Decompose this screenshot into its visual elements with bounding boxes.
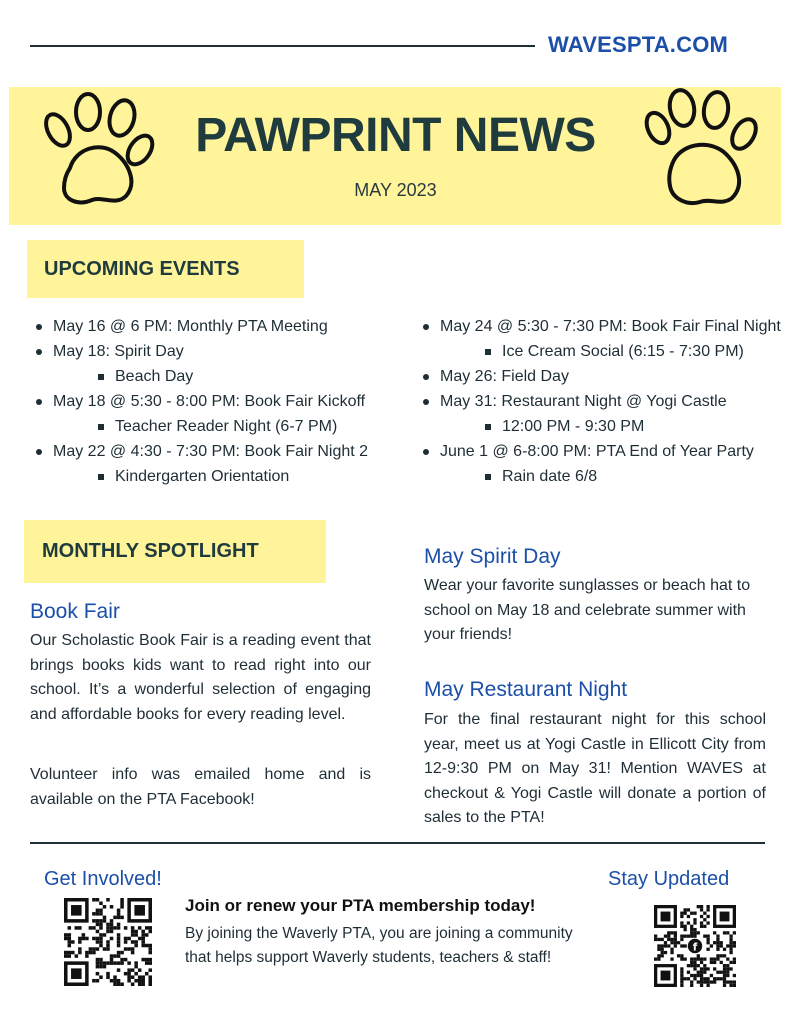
get-involved-heading: Get Involved! <box>44 868 162 890</box>
book-fair-paragraph: Our Scholastic Book Fair is a reading event that brings books kids want to read right into our school. It’s a wonderful selection of engaging and affordable books for every reading level. <box>30 632 371 723</box>
newsletter-title: PAWPRINT NEWS <box>195 109 596 162</box>
qr-code-facebook-icon[interactable] <box>654 905 736 987</box>
events-list-right <box>420 314 790 489</box>
restaurant-night-title: May Restaurant Night <box>424 678 628 701</box>
restaurant-night-paragraph: For the final restaurant night for this school year, meet us at Yogi Castle in Ellicott City from 12-9:30 PM on May 31! Mention WAVES at checkout & Yogi Castle will donate a portion of sales to the PTA! <box>424 711 766 826</box>
event-sub-item: Ice Cream Social (6:15 - 7:30 PM) <box>482 339 790 364</box>
event-sub-item: 12:00 PM - 9:30 PM <box>482 414 790 439</box>
spirit-day-paragraph: Wear your favorite sunglasses or beach hat to school on May 18 and celebrate summer with your friends! <box>424 577 751 643</box>
svg-text:f: f <box>692 941 698 954</box>
upcoming-events-heading: UPCOMING EVENTS <box>44 258 240 280</box>
event-sub-item: Kindergarten Orientation <box>95 464 413 489</box>
membership-body: By joining the Waverly PTA, you are joining a community that helps support Waverly students, teachers & staff! <box>185 925 573 966</box>
event-sub-item: Teacher Reader Night (6-7 PM) <box>95 414 413 439</box>
book-fair-title: Book Fair <box>30 600 120 623</box>
event-item: May 22 @ 4:30 - 7:30 PM: Book Fair Night 2 <box>33 439 413 464</box>
spirit-day-title: May Spirit Day <box>424 545 561 568</box>
event-item: May 18 @ 5:30 - 8:00 PM: Book Fair Kickoff <box>33 389 413 414</box>
event-item: May 18: Spirit Day <box>33 339 413 364</box>
events-list-left <box>33 314 413 489</box>
site-url[interactable]: WAVESPTA.COM <box>548 32 729 57</box>
header-rule <box>30 45 535 47</box>
event-sub-item: Beach Day <box>95 364 413 389</box>
event-item: May 26: Field Day <box>420 364 790 389</box>
event-item: May 16 @ 6 PM: Monthly PTA Meeting <box>33 314 413 339</box>
newsletter-date: MAY 2023 <box>354 180 437 200</box>
footer-rule <box>30 842 765 844</box>
book-fair-volunteer-paragraph: Volunteer info was emailed home and is available on the PTA Facebook! <box>30 766 371 808</box>
event-item: June 1 @ 6-8:00 PM: PTA End of Year Party <box>420 439 790 464</box>
stay-updated-heading: Stay Updated <box>608 868 730 890</box>
qr-code-icon[interactable] <box>64 898 152 986</box>
event-item: May 31: Restaurant Night @ Yogi Castle <box>420 389 790 414</box>
event-sub-item: Rain date 6/8 <box>482 464 790 489</box>
event-item: May 24 @ 5:30 - 7:30 PM: Book Fair Final Night <box>420 314 790 339</box>
membership-title: Join or renew your PTA membership today! <box>185 896 536 915</box>
monthly-spotlight-heading: MONTHLY SPOTLIGHT <box>42 540 259 562</box>
